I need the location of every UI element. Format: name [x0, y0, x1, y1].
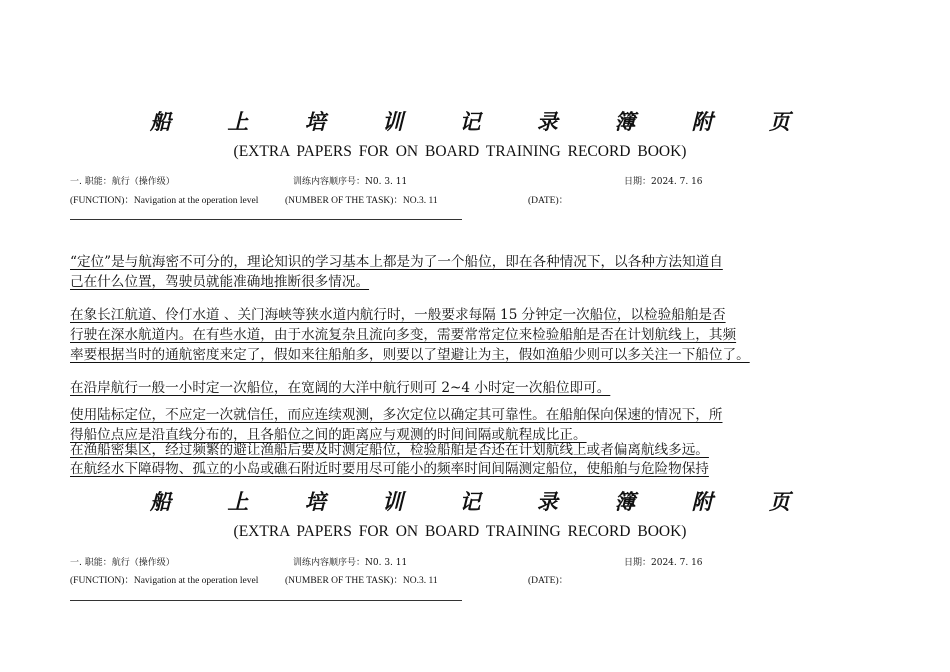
- text-line: 得船位点应是沿直线分布的，且各船位之间的距离应与观测的时间间隔或航程成比正。: [70, 427, 587, 443]
- text-line: 己在什么位置，驾驶员就能准确地推断很多情况。: [70, 274, 370, 290]
- text-line: 在沿岸航行一般一小时定一次船位，在宽阔的大洋中航行则可 2~4 小时定一次船位即可。: [70, 380, 611, 396]
- title-char: 训: [382, 489, 404, 514]
- title-char: 船: [150, 489, 171, 514]
- date-en: (DATE)：: [528, 576, 569, 586]
- page-title: [150, 486, 790, 516]
- title-char: 页: [769, 109, 790, 134]
- page-title: [150, 106, 790, 136]
- title-char: 记: [459, 489, 481, 514]
- text-line: 行驶在深水航道内。在有些水道，由于水流复杂且流向多变，需要常常定位来检验船舶是否在计划航线上，其频: [70, 327, 737, 343]
- task-number-en: (NUMBER OF THE TASK)：NO.3. 11: [285, 576, 438, 586]
- body-paragraph: [70, 305, 852, 365]
- task-number-cn: 训练内容顺序号：N0. 3. 11: [293, 558, 408, 568]
- title-char: 簿: [614, 109, 636, 134]
- title-char: 簿: [614, 489, 636, 514]
- body-paragraph: [70, 378, 852, 398]
- text-line: 率要根据当时的通航密度来定了，假如来往船舶多，则要以了望避让为主，假如渔船少则可以多关注一下船位了。: [70, 347, 750, 363]
- body-paragraph: [70, 460, 852, 478]
- title-char: 船: [150, 109, 171, 134]
- text-line: 使用陆标定位，不应定一次就信任，而应连续观测，多次定位以确定其可靠性。在船舶保向保速的情况下，所: [70, 407, 723, 423]
- text-line: “定位”是与航海密不可分的，理论知识的学习基本上都是为了一个船位，即在各种情况下，以各种方法知道自: [70, 254, 723, 270]
- body-paragraph: [70, 441, 852, 459]
- title-char: 训: [382, 109, 404, 134]
- title-char: 记: [459, 109, 481, 134]
- title-char: 录: [536, 109, 558, 134]
- function-label-en: (FUNCTION)：Navigation at the operation level: [70, 576, 259, 586]
- header-divider: [70, 219, 462, 220]
- date-cn: 日期：2024. 7. 16: [624, 558, 703, 568]
- function-label-cn: 一. 职能：航行（操作级）: [70, 558, 175, 568]
- function-label-cn: 一. 职能：航行（操作级）: [70, 177, 175, 187]
- header-divider: [70, 600, 462, 601]
- body-paragraph: [70, 252, 852, 292]
- body-paragraph: [70, 405, 852, 445]
- function-label-en: (FUNCTION)：Navigation at the operation level: [70, 196, 259, 206]
- page-subtitle: (EXTRA PAPERS FOR ON BOARD TRAINING RECORD BOOK): [233, 143, 687, 160]
- title-char: 附: [691, 109, 713, 134]
- title-char: 上: [227, 109, 249, 134]
- title-char: 附: [691, 489, 713, 514]
- date-en: (DATE)：: [528, 196, 569, 206]
- task-number-cn: 训练内容顺序号：N0. 3. 11: [293, 177, 408, 187]
- page-subtitle: (EXTRA PAPERS FOR ON BOARD TRAINING RECORD BOOK): [233, 523, 687, 540]
- text-line: 在航经水下障碍物、孤立的小岛或礁石附近时要用尽可能小的频率时间间隔测定船位，使船舶与危险物保持: [70, 461, 709, 477]
- title-char: 页: [769, 489, 790, 514]
- title-char: 录: [536, 489, 558, 514]
- text-line: 在渔船密集区，经过频繁的避让渔船后要及时测定船位，检验船舶是否还在计划航线上或者偏离航线多远。: [70, 442, 709, 458]
- title-char: 培: [304, 109, 326, 134]
- title-char: 上: [227, 489, 249, 514]
- text-line: 在象长江航道、伶仃水道 、关门海峡等狭水道内航行时，一般要求每隔 15 分钟定一次船位，以检验船舶是否: [70, 307, 726, 323]
- title-char: 培: [304, 489, 326, 514]
- task-number-en: (NUMBER OF THE TASK)：NO.3. 11: [285, 196, 438, 206]
- date-cn: 日期：2024. 7. 16: [624, 177, 703, 187]
